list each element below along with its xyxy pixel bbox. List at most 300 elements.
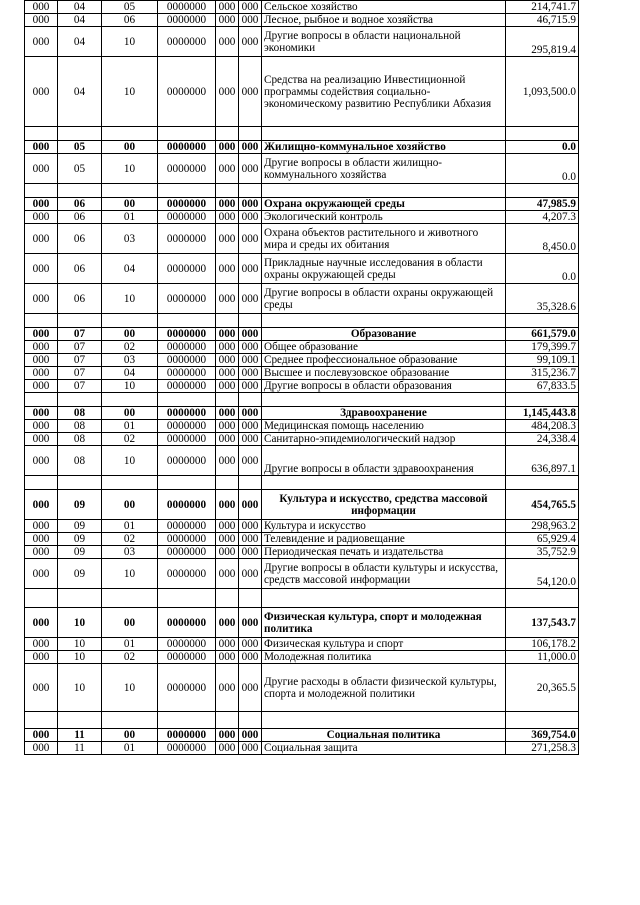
ecoclass-code-cell: 000 — [239, 198, 262, 211]
empty-cell — [262, 589, 506, 608]
ecoclass-code-cell: 000 — [239, 407, 262, 420]
target-item-code-cell: 0000000 — [158, 520, 216, 533]
amount-cell: 214,741.7 — [506, 1, 579, 14]
empty-cell — [506, 589, 579, 608]
table-row — [25, 638, 579, 651]
ministry-code-cell: 000 — [25, 254, 58, 284]
ministry-code-cell: 000 — [25, 57, 58, 127]
subsection-code-cell: 04 — [102, 254, 158, 284]
section-code-cell: 05 — [58, 141, 102, 154]
expense-name-cell: Другие вопросы в области культуры и искусства, средств массовой информации — [262, 559, 506, 589]
amount-cell: 67,833.5 — [506, 380, 579, 393]
empty-cell — [25, 476, 58, 490]
subsection-code-cell: 10 — [102, 27, 158, 57]
expense-name-cell: Среднее профессиональное образование — [262, 354, 506, 367]
section-code-cell: 04 — [58, 1, 102, 14]
spacer-row — [25, 314, 579, 328]
target-item-code-cell: 0000000 — [158, 651, 216, 664]
table-row — [25, 742, 579, 755]
subsection-code-cell: 01 — [102, 520, 158, 533]
ministry-code-cell: 000 — [25, 546, 58, 559]
expense-name-cell: Культура и искусство, средства массовой информации — [262, 490, 506, 520]
expense-type-code-cell: 000 — [216, 729, 239, 742]
expense-type-code-cell: 000 — [216, 742, 239, 755]
subsection-code-cell: 00 — [102, 328, 158, 341]
target-item-code-cell: 0000000 — [158, 198, 216, 211]
expense-type-code-cell: 000 — [216, 380, 239, 393]
amount-cell: 11,000.0 — [506, 651, 579, 664]
empty-cell — [58, 184, 102, 198]
empty-cell — [262, 314, 506, 328]
expense-type-code-cell: 000 — [216, 546, 239, 559]
spacer-row — [25, 476, 579, 490]
empty-cell — [262, 127, 506, 141]
section-code-cell: 06 — [58, 284, 102, 314]
subsection-code-cell: 00 — [102, 608, 158, 638]
subsection-code-cell: 10 — [102, 284, 158, 314]
subsection-code-cell: 00 — [102, 729, 158, 742]
ministry-code-cell: 000 — [25, 341, 58, 354]
amount-cell: 0.0 — [506, 254, 579, 284]
section-code-cell: 05 — [58, 154, 102, 184]
expense-type-code-cell: 000 — [216, 141, 239, 154]
expense-name-cell: Здравоохранение — [262, 407, 506, 420]
target-item-code-cell: 0000000 — [158, 27, 216, 57]
subsection-code-cell: 05 — [102, 1, 158, 14]
expense-type-code-cell: 000 — [216, 328, 239, 341]
ministry-code-cell: 000 — [25, 284, 58, 314]
table-row — [25, 284, 579, 314]
expense-name-cell: Другие расходы в области физической культуры, спорта и молодежной политики — [262, 664, 506, 712]
subsection-code-cell: 10 — [102, 664, 158, 712]
empty-cell — [58, 476, 102, 490]
amount-cell: 484,208.3 — [506, 420, 579, 433]
target-item-code-cell: 0000000 — [158, 608, 216, 638]
ministry-code-cell: 000 — [25, 224, 58, 254]
empty-cell — [239, 589, 262, 608]
budget-table — [24, 0, 579, 755]
target-item-code-cell: 0000000 — [158, 141, 216, 154]
target-item-code-cell: 0000000 — [158, 224, 216, 254]
target-item-code-cell: 0000000 — [158, 284, 216, 314]
expense-name-cell: Периодическая печать и издательства — [262, 546, 506, 559]
spacer-row — [25, 589, 579, 608]
subsection-code-cell: 02 — [102, 341, 158, 354]
target-item-code-cell: 0000000 — [158, 559, 216, 589]
subsection-code-cell: 01 — [102, 211, 158, 224]
ministry-code-cell: 000 — [25, 446, 58, 476]
ecoclass-code-cell: 000 — [239, 341, 262, 354]
section-code-cell: 10 — [58, 608, 102, 638]
amount-cell: 20,365.5 — [506, 664, 579, 712]
amount-cell: 4,207.3 — [506, 211, 579, 224]
ecoclass-code-cell: 000 — [239, 354, 262, 367]
empty-cell — [239, 476, 262, 490]
section-total-row — [25, 407, 579, 420]
expense-type-code-cell: 000 — [216, 520, 239, 533]
amount-cell: 295,819.4 — [506, 27, 579, 57]
ecoclass-code-cell: 000 — [239, 27, 262, 57]
target-item-code-cell: 0000000 — [158, 1, 216, 14]
budget-table-body — [25, 1, 579, 755]
empty-cell — [25, 589, 58, 608]
ministry-code-cell: 000 — [25, 664, 58, 712]
subsection-code-cell: 10 — [102, 154, 158, 184]
ministry-code-cell: 000 — [25, 154, 58, 184]
subsection-code-cell: 00 — [102, 490, 158, 520]
subsection-code-cell: 06 — [102, 14, 158, 27]
expense-type-code-cell: 000 — [216, 354, 239, 367]
target-item-code-cell: 0000000 — [158, 407, 216, 420]
subsection-code-cell: 03 — [102, 546, 158, 559]
empty-cell — [216, 589, 239, 608]
expense-type-code-cell: 000 — [216, 446, 239, 476]
empty-cell — [102, 712, 158, 729]
ecoclass-code-cell: 000 — [239, 57, 262, 127]
table-row — [25, 546, 579, 559]
subsection-code-cell: 10 — [102, 559, 158, 589]
empty-cell — [506, 184, 579, 198]
amount-cell: 454,765.5 — [506, 490, 579, 520]
table-row — [25, 520, 579, 533]
table-row — [25, 380, 579, 393]
expense-name-cell: Санитарно-эпидемиологический надзор — [262, 433, 506, 446]
empty-cell — [25, 127, 58, 141]
expense-name-cell: Телевидение и радиовещание — [262, 533, 506, 546]
expense-name-cell: Культура и искусство — [262, 520, 506, 533]
expense-name-cell: Другие вопросы в области образования — [262, 380, 506, 393]
ministry-code-cell: 000 — [25, 27, 58, 57]
ministry-code-cell: 000 — [25, 608, 58, 638]
empty-cell — [216, 476, 239, 490]
target-item-code-cell: 0000000 — [158, 254, 216, 284]
ecoclass-code-cell: 000 — [239, 141, 262, 154]
section-total-row — [25, 490, 579, 520]
ministry-code-cell: 000 — [25, 420, 58, 433]
expense-type-code-cell: 000 — [216, 420, 239, 433]
empty-cell — [239, 393, 262, 407]
empty-cell — [216, 712, 239, 729]
ministry-code-cell: 000 — [25, 407, 58, 420]
section-code-cell: 07 — [58, 380, 102, 393]
subsection-code-cell: 10 — [102, 380, 158, 393]
empty-cell — [262, 393, 506, 407]
ecoclass-code-cell: 000 — [239, 433, 262, 446]
section-code-cell: 04 — [58, 27, 102, 57]
empty-cell — [58, 314, 102, 328]
target-item-code-cell: 0000000 — [158, 380, 216, 393]
ecoclass-code-cell: 000 — [239, 254, 262, 284]
table-row — [25, 433, 579, 446]
section-code-cell: 08 — [58, 407, 102, 420]
ministry-code-cell: 000 — [25, 638, 58, 651]
ministry-code-cell: 000 — [25, 651, 58, 664]
ecoclass-code-cell: 000 — [239, 328, 262, 341]
expense-type-code-cell: 000 — [216, 27, 239, 57]
expense-type-code-cell: 000 — [216, 559, 239, 589]
ministry-code-cell: 000 — [25, 490, 58, 520]
table-row — [25, 154, 579, 184]
expense-name-cell: Молодежная политика — [262, 651, 506, 664]
expense-type-code-cell: 000 — [216, 211, 239, 224]
expense-name-cell: Охрана окружающей среды — [262, 198, 506, 211]
ministry-code-cell: 000 — [25, 520, 58, 533]
empty-cell — [102, 393, 158, 407]
empty-cell — [262, 712, 506, 729]
section-code-cell: 07 — [58, 367, 102, 380]
subsection-code-cell: 01 — [102, 420, 158, 433]
ecoclass-code-cell: 000 — [239, 533, 262, 546]
ecoclass-code-cell: 000 — [239, 154, 262, 184]
expense-type-code-cell: 000 — [216, 490, 239, 520]
subsection-code-cell: 00 — [102, 198, 158, 211]
expense-name-cell: Социальная политика — [262, 729, 506, 742]
ecoclass-code-cell: 000 — [239, 490, 262, 520]
budget-sheet — [24, 0, 578, 755]
section-code-cell: 09 — [58, 546, 102, 559]
empty-cell — [158, 393, 216, 407]
amount-cell: 0.0 — [506, 141, 579, 154]
subsection-code-cell: 01 — [102, 742, 158, 755]
empty-cell — [239, 712, 262, 729]
section-total-row — [25, 729, 579, 742]
table-row — [25, 1, 579, 14]
amount-cell: 298,963.2 — [506, 520, 579, 533]
amount-cell: 0.0 — [506, 154, 579, 184]
section-code-cell: 06 — [58, 211, 102, 224]
empty-cell — [216, 127, 239, 141]
amount-cell: 99,109.1 — [506, 354, 579, 367]
table-row — [25, 341, 579, 354]
section-code-cell: 04 — [58, 57, 102, 127]
expense-name-cell: Другие вопросы в области здравоохранения — [262, 446, 506, 476]
ministry-code-cell: 000 — [25, 367, 58, 380]
ministry-code-cell: 000 — [25, 14, 58, 27]
section-code-cell: 08 — [58, 420, 102, 433]
spacer-row — [25, 393, 579, 407]
amount-cell: 35,752.9 — [506, 546, 579, 559]
empty-cell — [158, 127, 216, 141]
empty-cell — [58, 589, 102, 608]
target-item-code-cell: 0000000 — [158, 742, 216, 755]
section-code-cell: 08 — [58, 433, 102, 446]
section-code-cell: 11 — [58, 742, 102, 755]
ecoclass-code-cell: 000 — [239, 729, 262, 742]
amount-cell: 24,338.4 — [506, 433, 579, 446]
ecoclass-code-cell: 000 — [239, 520, 262, 533]
section-code-cell: 06 — [58, 224, 102, 254]
amount-cell: 1,145,443.8 — [506, 407, 579, 420]
subsection-code-cell: 03 — [102, 354, 158, 367]
expense-type-code-cell: 000 — [216, 651, 239, 664]
empty-cell — [506, 712, 579, 729]
ecoclass-code-cell: 000 — [239, 559, 262, 589]
empty-cell — [506, 476, 579, 490]
empty-cell — [158, 184, 216, 198]
expense-name-cell: Высшее и послевузовское образование — [262, 367, 506, 380]
expense-type-code-cell: 000 — [216, 608, 239, 638]
empty-cell — [158, 314, 216, 328]
ecoclass-code-cell: 000 — [239, 380, 262, 393]
ministry-code-cell: 000 — [25, 141, 58, 154]
amount-cell: 106,178.2 — [506, 638, 579, 651]
empty-cell — [102, 184, 158, 198]
empty-cell — [506, 393, 579, 407]
empty-cell — [25, 314, 58, 328]
table-row — [25, 254, 579, 284]
ministry-code-cell: 000 — [25, 1, 58, 14]
expense-type-code-cell: 000 — [216, 284, 239, 314]
ministry-code-cell: 000 — [25, 211, 58, 224]
expense-name-cell: Прикладные научные исследования в области охраны окружающей среды — [262, 254, 506, 284]
section-code-cell: 08 — [58, 446, 102, 476]
amount-cell: 179,399.7 — [506, 341, 579, 354]
subsection-code-cell: 02 — [102, 433, 158, 446]
amount-cell: 636,897.1 — [506, 446, 579, 476]
spacer-row — [25, 712, 579, 729]
section-code-cell: 06 — [58, 254, 102, 284]
table-row — [25, 27, 579, 57]
expense-name-cell: Физическая культура и спорт — [262, 638, 506, 651]
empty-cell — [25, 393, 58, 407]
expense-name-cell: Сельское хозяйство — [262, 1, 506, 14]
ecoclass-code-cell: 000 — [239, 651, 262, 664]
target-item-code-cell: 0000000 — [158, 546, 216, 559]
spacer-row — [25, 184, 579, 198]
section-code-cell: 09 — [58, 559, 102, 589]
ecoclass-code-cell: 000 — [239, 664, 262, 712]
expense-name-cell: Экологический контроль — [262, 211, 506, 224]
expense-type-code-cell: 000 — [216, 407, 239, 420]
ecoclass-code-cell: 000 — [239, 420, 262, 433]
ecoclass-code-cell: 000 — [239, 224, 262, 254]
ecoclass-code-cell: 000 — [239, 742, 262, 755]
section-code-cell: 09 — [58, 520, 102, 533]
table-row — [25, 224, 579, 254]
expense-name-cell: Другие вопросы в области охраны окружающей среды — [262, 284, 506, 314]
expense-type-code-cell: 000 — [216, 638, 239, 651]
expense-name-cell: Образование — [262, 328, 506, 341]
section-code-cell: 06 — [58, 198, 102, 211]
expense-type-code-cell: 000 — [216, 14, 239, 27]
target-item-code-cell: 0000000 — [158, 14, 216, 27]
table-row — [25, 651, 579, 664]
subsection-code-cell: 03 — [102, 224, 158, 254]
expense-type-code-cell: 000 — [216, 367, 239, 380]
ministry-code-cell: 000 — [25, 559, 58, 589]
ecoclass-code-cell: 000 — [239, 284, 262, 314]
target-item-code-cell: 0000000 — [158, 638, 216, 651]
target-item-code-cell: 0000000 — [158, 154, 216, 184]
table-row — [25, 420, 579, 433]
expense-name-cell: Другие вопросы в области национальной экономики — [262, 27, 506, 57]
empty-cell — [506, 127, 579, 141]
target-item-code-cell: 0000000 — [158, 420, 216, 433]
subsection-code-cell: 10 — [102, 446, 158, 476]
target-item-code-cell: 0000000 — [158, 57, 216, 127]
ecoclass-code-cell: 000 — [239, 638, 262, 651]
spacer-row — [25, 127, 579, 141]
ecoclass-code-cell: 000 — [239, 367, 262, 380]
ecoclass-code-cell: 000 — [239, 546, 262, 559]
empty-cell — [58, 393, 102, 407]
ministry-code-cell: 000 — [25, 729, 58, 742]
amount-cell: 369,754.0 — [506, 729, 579, 742]
table-row — [25, 533, 579, 546]
expense-type-code-cell: 000 — [216, 154, 239, 184]
section-total-row — [25, 328, 579, 341]
empty-cell — [102, 476, 158, 490]
ministry-code-cell: 000 — [25, 433, 58, 446]
ministry-code-cell: 000 — [25, 354, 58, 367]
expense-type-code-cell: 000 — [216, 1, 239, 14]
target-item-code-cell: 0000000 — [158, 211, 216, 224]
target-item-code-cell: 0000000 — [158, 341, 216, 354]
amount-cell: 137,543.7 — [506, 608, 579, 638]
empty-cell — [25, 184, 58, 198]
subsection-code-cell: 00 — [102, 141, 158, 154]
section-code-cell: 09 — [58, 490, 102, 520]
expense-type-code-cell: 000 — [216, 198, 239, 211]
target-item-code-cell: 0000000 — [158, 328, 216, 341]
amount-cell: 35,328.6 — [506, 284, 579, 314]
empty-cell — [216, 314, 239, 328]
ministry-code-cell: 000 — [25, 328, 58, 341]
ministry-code-cell: 000 — [25, 533, 58, 546]
section-code-cell: 07 — [58, 328, 102, 341]
table-row — [25, 664, 579, 712]
expense-name-cell: Охрана объектов растительного и животного мира и среды их обитания — [262, 224, 506, 254]
target-item-code-cell: 0000000 — [158, 533, 216, 546]
section-code-cell: 10 — [58, 651, 102, 664]
subsection-code-cell: 00 — [102, 407, 158, 420]
expense-name-cell: Общее образование — [262, 341, 506, 354]
empty-cell — [158, 476, 216, 490]
ecoclass-code-cell: 000 — [239, 1, 262, 14]
ecoclass-code-cell: 000 — [239, 446, 262, 476]
empty-cell — [102, 589, 158, 608]
table-row — [25, 57, 579, 127]
expense-name-cell: Жилищно-коммунальное хозяйство — [262, 141, 506, 154]
amount-cell: 271,258.3 — [506, 742, 579, 755]
target-item-code-cell: 0000000 — [158, 446, 216, 476]
ministry-code-cell: 000 — [25, 742, 58, 755]
ministry-code-cell: 000 — [25, 380, 58, 393]
section-code-cell: 09 — [58, 533, 102, 546]
expense-type-code-cell: 000 — [216, 224, 239, 254]
ecoclass-code-cell: 000 — [239, 608, 262, 638]
section-code-cell: 07 — [58, 354, 102, 367]
expense-type-code-cell: 000 — [216, 533, 239, 546]
ecoclass-code-cell: 000 — [239, 14, 262, 27]
target-item-code-cell: 0000000 — [158, 664, 216, 712]
subsection-code-cell: 02 — [102, 651, 158, 664]
amount-cell: 661,579.0 — [506, 328, 579, 341]
expense-name-cell: Физическая культура, спорт и молодежная политика — [262, 608, 506, 638]
expense-type-code-cell: 000 — [216, 254, 239, 284]
empty-cell — [58, 712, 102, 729]
empty-cell — [25, 712, 58, 729]
section-code-cell: 10 — [58, 664, 102, 712]
amount-cell: 65,929.4 — [506, 533, 579, 546]
target-item-code-cell: 0000000 — [158, 433, 216, 446]
section-code-cell: 07 — [58, 341, 102, 354]
amount-cell: 47,985.9 — [506, 198, 579, 211]
subsection-code-cell: 04 — [102, 367, 158, 380]
amount-cell: 8,450.0 — [506, 224, 579, 254]
subsection-code-cell: 02 — [102, 533, 158, 546]
amount-cell: 54,120.0 — [506, 559, 579, 589]
